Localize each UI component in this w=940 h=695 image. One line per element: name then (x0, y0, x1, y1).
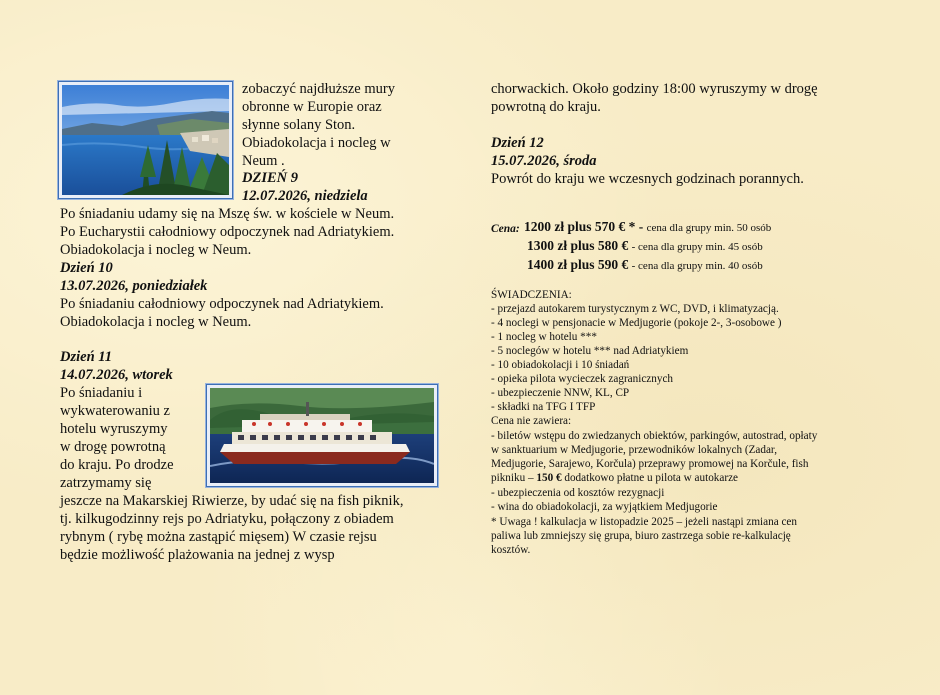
day11-title: Dzień 11 (60, 349, 112, 365)
day9-title: DZIEŃ 9 (242, 170, 298, 186)
included-item: - składki na TFG I TFP (491, 401, 596, 413)
included-item: - 4 noclegi w pensjonacie w Medjugorie (pokoje 2-, 3-osobowe ) (491, 317, 782, 329)
day10-title: Dzień 10 (60, 260, 113, 276)
boat-image (210, 388, 434, 483)
price-row (527, 257, 763, 273)
price-row (527, 238, 763, 254)
day12-title: Dzień 12 (491, 135, 544, 151)
coast-image (62, 85, 229, 195)
price-note: cena dla grupy min. 50 osób (646, 222, 772, 234)
note-line: paliwa lub zmniejszy się grupa, biuro zastrzega sobie re-kalkulację (491, 530, 791, 542)
intro-line: Obiadokolacja i nocleg w (242, 135, 391, 151)
fee-suffix: dodatkowo płatne u pilota w autokarze (561, 472, 739, 484)
day11-text-line: tj. kilkugodzinny rejs po Adriatyku, połączony z obiadem (60, 511, 394, 527)
included-item: - przejazd autokarem turystycznym z WC, DVD, i klimatyzacją. (491, 303, 779, 315)
included-item: - 1 nocleg w hotelu *** (491, 331, 597, 343)
note-line: * Uwaga ! kalkulacja w listopadzie 2025 – jeżeli nastąpi zmiana cen (491, 516, 797, 528)
day10-date: 13.07.2026, poniedziałek (60, 278, 208, 294)
day9-date: 12.07.2026, niedziela (242, 188, 368, 204)
price-main: 1200 zł plus 570 € * - (524, 219, 644, 234)
day12-date: 15.07.2026, środa (491, 153, 597, 169)
day10-text-line: Obiadokolacja i nocleg w Neum. (60, 314, 252, 330)
coast-photo (58, 81, 233, 199)
price-note: - cena dla grupy min. 45 osób (631, 241, 763, 253)
day11-text-line: jeszcze na Makarskiej Riwierze, by udać się na fish piknik, (60, 493, 404, 509)
price-note: - cena dla grupy min. 40 osób (631, 260, 763, 272)
day10-text-line: Po śniadaniu całodniowy odpoczynek nad Adriatykiem. (60, 296, 384, 312)
day11-text-line: rybnym ( rybę można zastąpić mięsem) W czasie rejsu (60, 529, 377, 545)
note-line: kosztów. (491, 544, 531, 556)
price-main: 1400 zł plus 590 € (527, 257, 629, 272)
day9-text-line: Obiadokolacja i nocleg w Neum. (60, 242, 252, 258)
included-item: - ubezpieczenie NNW, KL, CP (491, 387, 630, 399)
included-item: - opieka pilota wycieczek zagranicznych (491, 373, 674, 385)
day11-text-line: będzie możliwość plażowania na jednej z wysp (60, 547, 335, 563)
intro-line: słynne solany Ston. (242, 117, 356, 133)
day9-text-line: Po śniadaniu udamy się na Mszę św. w kościele w Neum. (60, 206, 395, 222)
day11-text-line: do kraju. Po drodze (60, 457, 174, 473)
included-item: - 10 obiadokolacji i 10 śniadań (491, 359, 630, 371)
fee-amount: 150 € (536, 472, 562, 484)
excluded-line: - biletów wstępu do zwiedzanych obiektów, parkingów, autostrad, opłaty (491, 430, 818, 442)
price-label: Cena: (491, 223, 520, 235)
intro-line: obronne w Europie oraz (242, 99, 382, 115)
day11-text-line: wykwaterowaniu z (60, 403, 170, 419)
included-item: - 5 noclegów w hotelu *** nad Adriatykiem (491, 345, 689, 357)
day12-text: Powrót do kraju we wczesnych godzinach porannych. (491, 171, 804, 187)
excluded-fee-line (491, 471, 738, 485)
day11-text-line: hotelu wyruszymy (60, 421, 168, 437)
excluded-line: Medjugorie, Sarajewo, Korčula) przeprawy promowej na Korčule, fish (491, 458, 809, 470)
excluded-line: w sanktuarium w Medjugorie, przewodników lokalnych (Zadar, (491, 444, 777, 456)
continuation-line: chorwackich. Około godziny 18:00 wyruszymy w drogę (491, 81, 818, 97)
excluded-line: - ubezpieczenia od kosztów rezygnacji (491, 487, 665, 499)
continuation-line: powrotną do kraju. (491, 99, 601, 115)
price-main: 1300 zł plus 580 € (527, 238, 629, 253)
day11-text-line: zatrzymamy się (60, 475, 152, 491)
fee-prefix: pikniku – (491, 472, 537, 484)
price-row (524, 219, 771, 235)
day11-text-line: w drogę powrotną (60, 439, 166, 455)
excluded-title: Cena nie zawiera: (491, 415, 572, 427)
intro-line: Neum . (242, 153, 285, 169)
boat-photo (206, 384, 438, 487)
day11-text-line: Po śniadaniu i (60, 385, 143, 401)
day11-date: 14.07.2026, wtorek (60, 367, 173, 383)
included-title: ŚWIADCZENIA: (491, 289, 572, 301)
intro-line: zobaczyć najdłuższe mury (242, 81, 395, 97)
excluded-line: - wina do obiadokolacji, za wyjątkiem Medjugorie (491, 501, 718, 513)
day9-text-line: Po Eucharystii całodniowy odpoczynek nad Adriatykiem. (60, 224, 395, 240)
